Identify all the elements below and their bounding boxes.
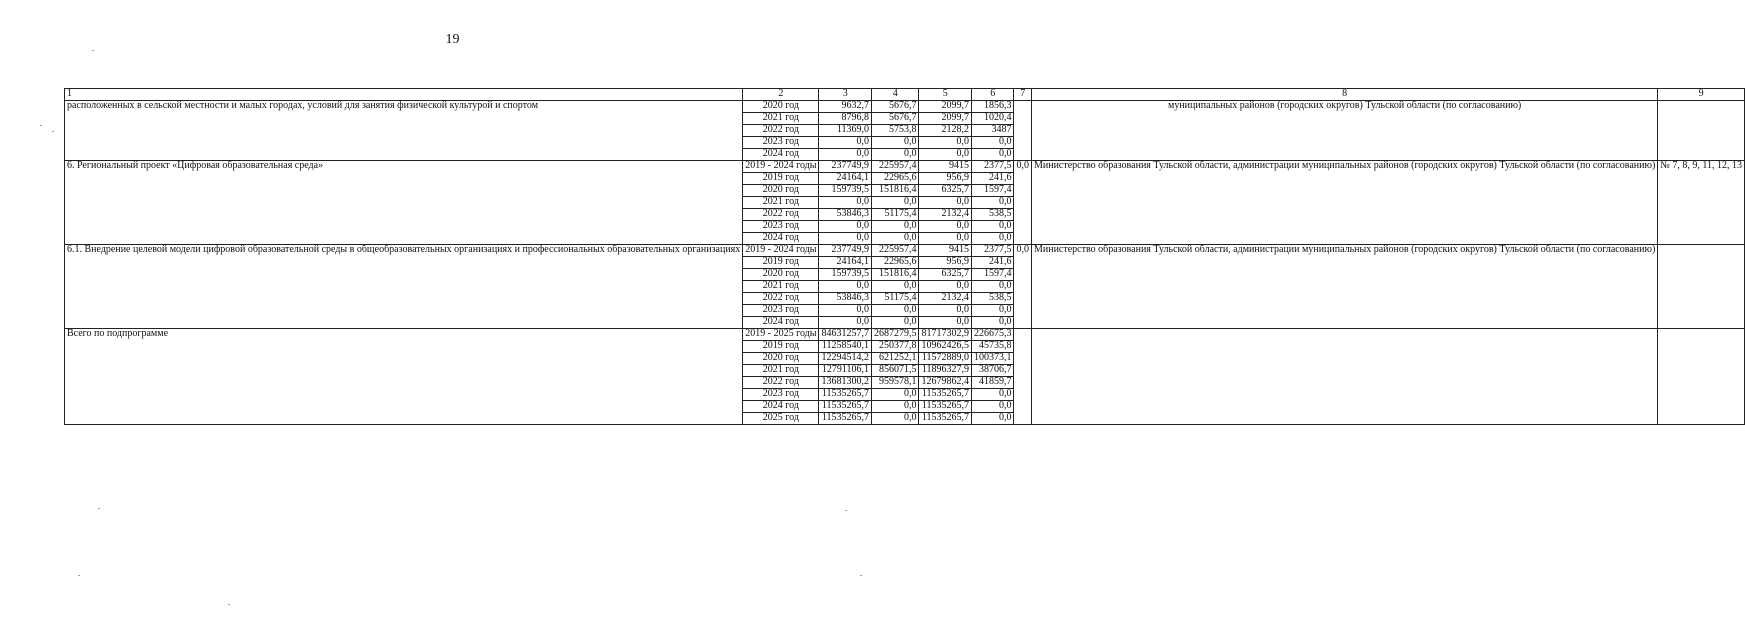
scan-speck (92, 50, 94, 51)
period-cell: 2019 год (743, 257, 819, 269)
total-amount-cell: 11535265,7 (819, 389, 872, 401)
header-row (65, 89, 1745, 101)
regional-amount-cell: 2099,7 (919, 113, 972, 125)
total-amount-cell: 13681300,2 (819, 377, 872, 389)
regional-amount-cell: 956,9 (919, 257, 972, 269)
federal-amount-cell: 5676,7 (871, 113, 919, 125)
responsible-executor: Министерство образования Тульской области, администрации муниципальных районов (городских округов) Тульской области (по согласованию) (1031, 245, 1657, 329)
period-cell: 2023 год (743, 221, 819, 233)
federal-amount-cell: 151816,4 (871, 269, 919, 281)
other-amount-cell (1014, 329, 1032, 425)
municipal-amount-cell: 241,6 (971, 173, 1014, 185)
period-cell: 2023 год (743, 137, 819, 149)
table-row (65, 101, 1745, 113)
total-amount-cell: 237749,9 (819, 245, 872, 257)
municipal-amount-cell: 3487 (971, 125, 1014, 137)
municipal-amount-cell: 0,0 (971, 221, 1014, 233)
total-amount-cell: 11535265,7 (819, 401, 872, 413)
table-body (65, 89, 1745, 425)
federal-amount-cell: 959578,1 (871, 377, 919, 389)
municipal-amount-cell: 1597,4 (971, 185, 1014, 197)
regional-amount-cell: 11896327,9 (919, 365, 972, 377)
regional-amount-cell: 11535265,7 (919, 401, 972, 413)
header-cell: 1 (65, 89, 743, 101)
total-amount-cell: 0,0 (819, 137, 872, 149)
regional-amount-cell: 9415 (919, 161, 972, 173)
total-amount-cell: 237749,9 (819, 161, 872, 173)
table-row (65, 161, 1745, 173)
total-amount-cell: 53846,3 (819, 209, 872, 221)
total-amount-cell: 0,0 (819, 197, 872, 209)
municipal-amount-cell: 538,5 (971, 209, 1014, 221)
other-amount-cell (1014, 101, 1032, 161)
municipal-amount-cell: 0,0 (971, 401, 1014, 413)
regional-amount-cell: 0,0 (919, 197, 972, 209)
municipal-amount-cell: 538,5 (971, 293, 1014, 305)
scan-speck (228, 604, 230, 605)
federal-amount-cell: 0,0 (871, 401, 919, 413)
item-description: расположенных в сельской местности и малых городах, условий для занятия физической культурой и спортом (65, 101, 743, 161)
period-cell: 2023 год (743, 305, 819, 317)
regional-amount-cell: 2132,4 (919, 293, 972, 305)
municipal-amount-cell: 0,0 (971, 281, 1014, 293)
scan-speck (52, 131, 54, 132)
municipal-amount-cell: 38706,7 (971, 365, 1014, 377)
regional-amount-cell: 11572889,0 (919, 353, 972, 365)
regional-amount-cell: 2099,7 (919, 101, 972, 113)
federal-amount-cell: 0,0 (871, 317, 919, 329)
federal-amount-cell: 51175,4 (871, 293, 919, 305)
federal-amount-cell: 0,0 (871, 413, 919, 425)
regional-amount-cell: 2132,4 (919, 209, 972, 221)
table-row (65, 329, 1745, 341)
regional-amount-cell: 956,9 (919, 173, 972, 185)
regional-amount-cell: 0,0 (919, 317, 972, 329)
municipal-amount-cell: 45735,8 (971, 341, 1014, 353)
federal-amount-cell: 22965,6 (871, 173, 919, 185)
regional-amount-cell: 0,0 (919, 149, 972, 161)
header-cell: 3 (819, 89, 872, 101)
federal-amount-cell: 22965,6 (871, 257, 919, 269)
municipal-amount-cell: 0,0 (971, 305, 1014, 317)
period-cell: 2024 год (743, 233, 819, 245)
regional-amount-cell: 0,0 (919, 281, 972, 293)
period-cell: 2020 год (743, 101, 819, 113)
scan-speck (40, 125, 42, 126)
period-cell: 2025 год (743, 413, 819, 425)
header-cell: 9 (1658, 89, 1745, 101)
period-cell: 2019 год (743, 341, 819, 353)
federal-amount-cell: 0,0 (871, 221, 919, 233)
total-amount-cell: 53846,3 (819, 293, 872, 305)
total-amount-cell: 12294514,2 (819, 353, 872, 365)
page-number: 19 (445, 32, 460, 47)
municipal-amount-cell: 100373,1 (971, 353, 1014, 365)
total-amount-cell: 8796,8 (819, 113, 872, 125)
header-cell: 7 (1014, 89, 1032, 101)
item-description: 6.1. Внедрение целевой модели цифровой образовательной среды в общеобразовательных организациях и профессиональных образовательных организациях (65, 245, 743, 329)
period-cell: 2019 - 2024 годы (743, 245, 819, 257)
total-amount-cell: 11369,0 (819, 125, 872, 137)
regional-amount-cell: 6325,7 (919, 185, 972, 197)
municipal-amount-cell: 0,0 (971, 317, 1014, 329)
regional-amount-cell: 10962426,5 (919, 341, 972, 353)
regional-amount-cell: 11535265,7 (919, 413, 972, 425)
header-cell: 8 (1031, 89, 1657, 101)
other-amount-cell: 0,0 (1014, 161, 1032, 245)
total-amount-cell: 0,0 (819, 281, 872, 293)
scan-speck (98, 508, 100, 509)
municipal-amount-cell: 1597,4 (971, 269, 1014, 281)
header-cell: 4 (871, 89, 919, 101)
total-amount-cell: 84631257,7 (819, 329, 872, 341)
period-cell: 2022 год (743, 293, 819, 305)
total-amount-cell: 159739,5 (819, 269, 872, 281)
period-cell: 2024 год (743, 317, 819, 329)
header-cell: 2 (743, 89, 819, 101)
municipal-amount-cell: 0,0 (971, 137, 1014, 149)
scan-speck (860, 575, 862, 576)
federal-amount-cell: 0,0 (871, 137, 919, 149)
responsible-executor (1031, 329, 1657, 425)
municipal-amount-cell: 0,0 (971, 149, 1014, 161)
regional-amount-cell: 81717302,9 (919, 329, 972, 341)
item-description: Всего по подпрограмме (65, 329, 743, 425)
municipal-amount-cell: 0,0 (971, 413, 1014, 425)
regional-amount-cell: 12679862,4 (919, 377, 972, 389)
scan-speck (78, 575, 80, 576)
federal-amount-cell: 51175,4 (871, 209, 919, 221)
total-amount-cell: 159739,5 (819, 185, 872, 197)
period-cell: 2023 год (743, 389, 819, 401)
period-cell: 2022 год (743, 209, 819, 221)
federal-amount-cell: 5753,8 (871, 125, 919, 137)
period-cell: 2019 - 2025 годы (743, 329, 819, 341)
program-table (64, 88, 1745, 425)
other-amount-cell: 0,0 (1014, 245, 1032, 329)
municipal-amount-cell: 2377,5 (971, 161, 1014, 173)
total-amount-cell: 0,0 (819, 149, 872, 161)
period-cell: 2021 год (743, 113, 819, 125)
federal-amount-cell: 0,0 (871, 305, 919, 317)
federal-amount-cell: 0,0 (871, 149, 919, 161)
federal-amount-cell: 0,0 (871, 281, 919, 293)
responsible-executor: муниципальных районов (городских округов) Тульской области (по согласованию) (1031, 101, 1657, 161)
period-cell: 2020 год (743, 353, 819, 365)
total-amount-cell: 0,0 (819, 233, 872, 245)
indicator-refs (1658, 245, 1745, 329)
total-amount-cell: 0,0 (819, 305, 872, 317)
total-amount-cell: 24164,1 (819, 173, 872, 185)
period-cell: 2020 год (743, 185, 819, 197)
total-amount-cell: 0,0 (819, 221, 872, 233)
regional-amount-cell: 9415 (919, 245, 972, 257)
federal-amount-cell: 0,0 (871, 197, 919, 209)
federal-amount-cell: 2687279,5 (871, 329, 919, 341)
indicator-refs (1658, 101, 1745, 161)
total-amount-cell: 11258540,1 (819, 341, 872, 353)
federal-amount-cell: 225957,4 (871, 245, 919, 257)
regional-amount-cell: 11535265,7 (919, 389, 972, 401)
regional-amount-cell: 0,0 (919, 305, 972, 317)
responsible-executor: Министерство образования Тульской области, администрации муниципальных районов (городских округов) Тульской области (по согласованию) (1031, 161, 1657, 245)
regional-amount-cell: 0,0 (919, 233, 972, 245)
federal-amount-cell: 0,0 (871, 233, 919, 245)
total-amount-cell: 9632,7 (819, 101, 872, 113)
period-cell: 2019 - 2024 годы (743, 161, 819, 173)
period-cell: 2024 год (743, 149, 819, 161)
municipal-amount-cell: 1020,4 (971, 113, 1014, 125)
regional-amount-cell: 2128,2 (919, 125, 972, 137)
federal-amount-cell: 621252,1 (871, 353, 919, 365)
regional-amount-cell: 6325,7 (919, 269, 972, 281)
municipal-amount-cell: 0,0 (971, 389, 1014, 401)
total-amount-cell: 0,0 (819, 317, 872, 329)
total-amount-cell: 24164,1 (819, 257, 872, 269)
period-cell: 2019 год (743, 173, 819, 185)
federal-amount-cell: 0,0 (871, 389, 919, 401)
total-amount-cell: 11535265,7 (819, 413, 872, 425)
period-cell: 2020 год (743, 269, 819, 281)
header-cell: 6 (971, 89, 1014, 101)
municipal-amount-cell: 241,6 (971, 257, 1014, 269)
municipal-amount-cell: 41859,7 (971, 377, 1014, 389)
regional-amount-cell: 0,0 (919, 221, 972, 233)
municipal-amount-cell: 1856,3 (971, 101, 1014, 113)
period-cell: 2021 год (743, 197, 819, 209)
header-cell: 5 (919, 89, 972, 101)
period-cell: 2022 год (743, 377, 819, 389)
period-cell: 2021 год (743, 281, 819, 293)
federal-amount-cell: 250377,8 (871, 341, 919, 353)
federal-amount-cell: 225957,4 (871, 161, 919, 173)
item-description: 6. Региональный проект «Цифровая образовательная среда» (65, 161, 743, 245)
municipal-amount-cell: 0,0 (971, 197, 1014, 209)
federal-amount-cell: 856071,5 (871, 365, 919, 377)
regional-amount-cell: 0,0 (919, 137, 972, 149)
total-amount-cell: 12791106,1 (819, 365, 872, 377)
period-cell: 2022 год (743, 125, 819, 137)
municipal-amount-cell: 226675,3 (971, 329, 1014, 341)
federal-amount-cell: 151816,4 (871, 185, 919, 197)
table-row (65, 245, 1745, 257)
federal-amount-cell: 5676,7 (871, 101, 919, 113)
municipal-amount-cell: 0,0 (971, 233, 1014, 245)
period-cell: 2021 год (743, 365, 819, 377)
indicator-refs: № 7, 8, 9, 11, 12, 13 (1658, 161, 1745, 245)
period-cell: 2024 год (743, 401, 819, 413)
indicator-refs (1658, 329, 1745, 425)
municipal-amount-cell: 2377,5 (971, 245, 1014, 257)
scan-speck (845, 510, 847, 511)
